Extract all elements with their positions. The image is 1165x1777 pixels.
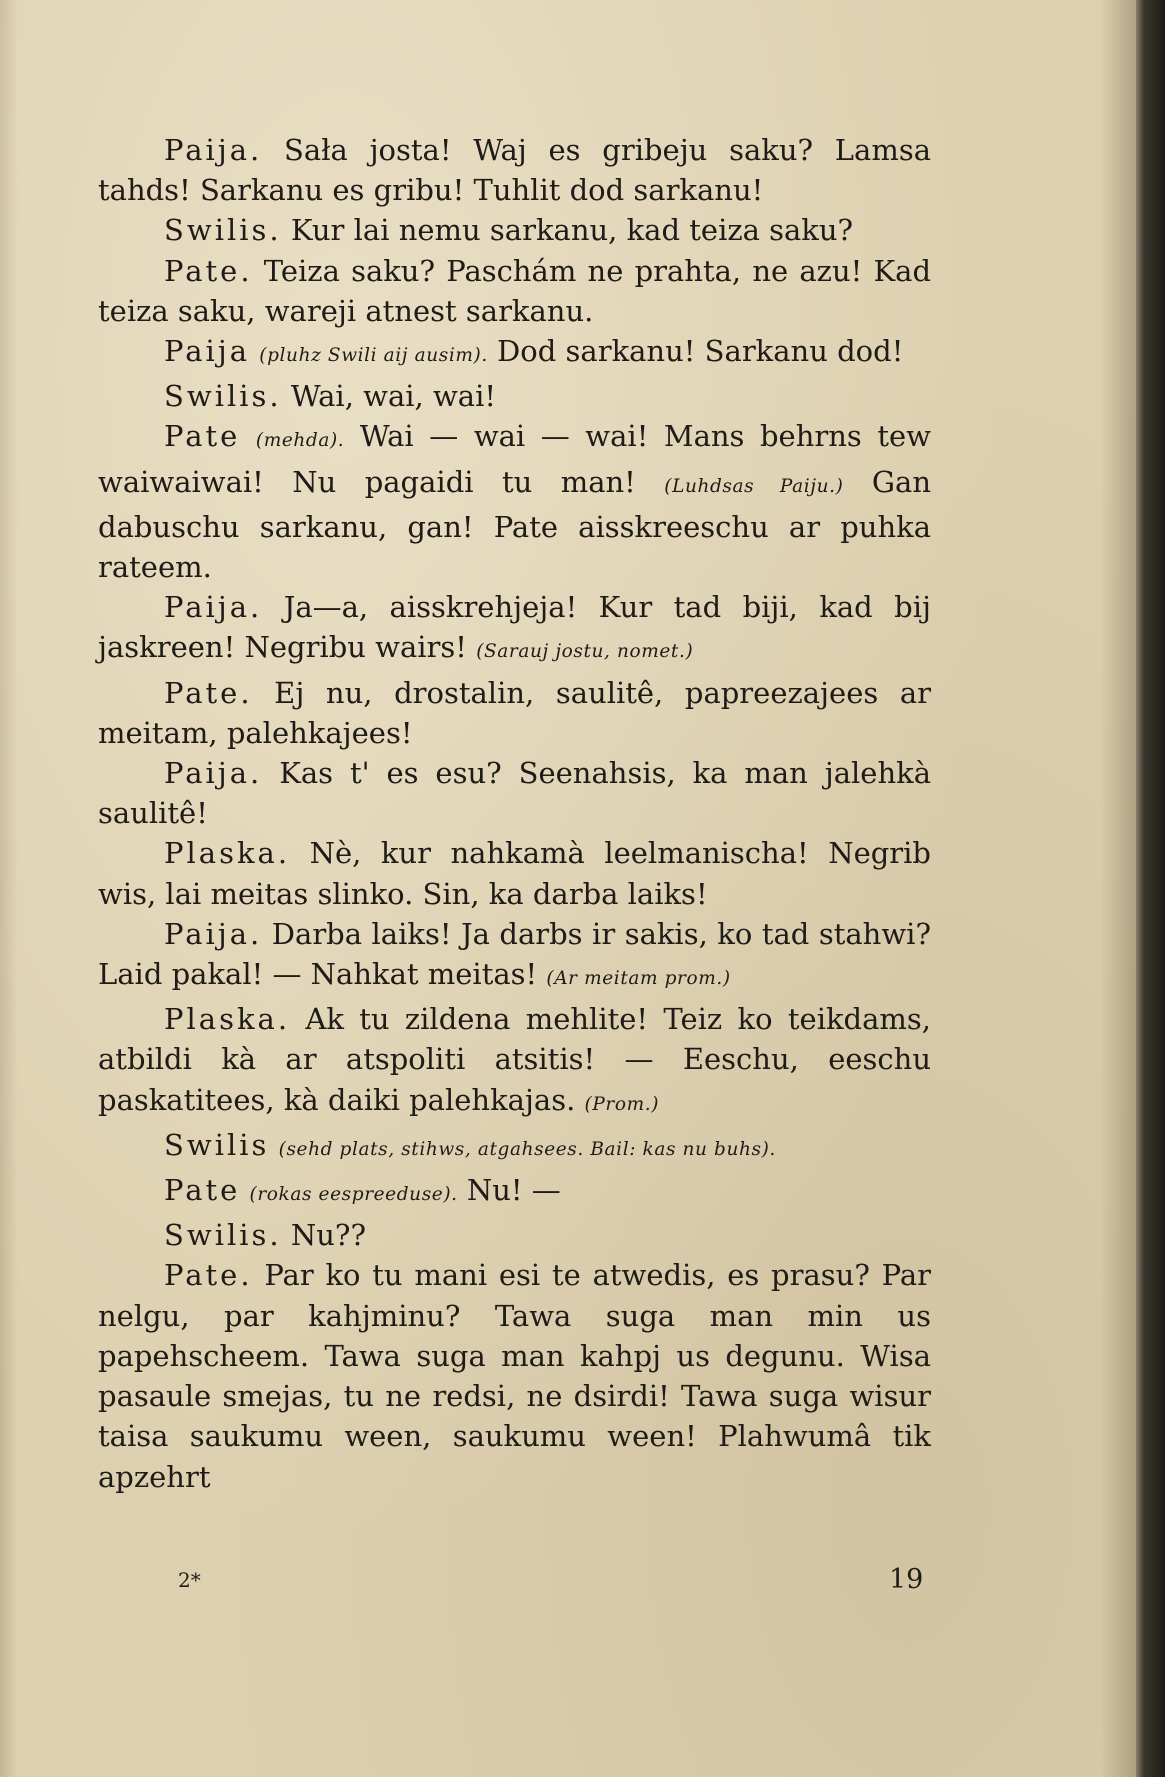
stage-direction: (sehd plats, stihws, atgahsees. Bail: kas nu buhs). — [278, 1138, 776, 1160]
speaker-name: Swilis. — [164, 213, 282, 248]
stage-direction: (Prom.) — [584, 1093, 660, 1115]
page-text — [98, 130, 931, 1497]
speaker-name: Paija. — [164, 133, 263, 167]
dialogue-paragraph — [98, 833, 931, 913]
book-gutter — [1136, 0, 1165, 1777]
speech-text: Wai — wai — wai! Mans behrns tew waiwaiwai! Nu pagaidi tu man! — [98, 419, 932, 499]
stage-direction: (Sarauj jostu, nomet.) — [476, 641, 694, 663]
speech-text: Par ko tu mani esi te atwedis, es prasu? Par nelgu, par kahjminu? Tawa suga man min us papehscheem. Tawa suga man kahpj us degunu. Wisa pasaule smejas, tu ne redsi, ne dsirdi! Tawa suga wisur taisa saukumu ween, saukumu ween! Plahwumâ tik apzehrt — [98, 1258, 931, 1494]
dialogue-paragraph — [98, 210, 931, 250]
speaker-name: Pate. — [164, 253, 253, 288]
speech-text: Nu! — — [466, 1173, 561, 1208]
speech-text: Wai, wai, wai! — [290, 379, 496, 414]
speaker-name: Pate — [164, 419, 241, 454]
speaker-name: Pate. — [164, 1258, 253, 1293]
speech-text: Teiza saku? Paschám ne prahta, ne azu! Kad teiza saku, wareji atnest sarkanu. — [98, 253, 932, 328]
dialogue-paragraph — [98, 1125, 931, 1170]
speaker-name: Swilis — [164, 1127, 270, 1162]
speaker-name: Plaska. — [164, 1002, 291, 1037]
speaker-name: Paija. — [164, 590, 263, 625]
speaker-name: Pate. — [164, 675, 253, 710]
speaker-name: Paija — [164, 334, 251, 369]
dialogue-paragraph — [98, 753, 931, 833]
stage-direction: (Ar meitam prom.) — [546, 968, 731, 990]
stage-direction: (pluhz Swili aij ausim). — [259, 345, 488, 367]
dialogue-paragraph — [98, 999, 931, 1125]
speech-text: Ja—a, aisskrehjeja! Kur tad biji, kad bij jaskreen! Negribu wairs! — [98, 590, 931, 665]
speech-text: Gan dabuschu sarkanu, gan! Pate aisskreeschu ar puhka rateem. — [98, 464, 931, 585]
speaker-name: Paija. — [164, 756, 263, 791]
dialogue-paragraph — [98, 1170, 931, 1215]
speech-text: Nu?? — [290, 1218, 366, 1253]
speaker-name: Swilis. — [164, 379, 282, 414]
dialogue-paragraph — [98, 376, 931, 416]
dialogue-paragraph — [98, 130, 931, 210]
dialogue-paragraph — [98, 251, 931, 331]
page-number: 19 — [889, 1564, 924, 1595]
speaker-name: Plaska. — [164, 836, 291, 871]
dialogue-paragraph — [98, 416, 931, 587]
speaker-name: Paija. — [164, 916, 263, 951]
dialogue-paragraph — [98, 587, 931, 672]
speaker-name: Swilis. — [164, 1218, 282, 1253]
speech-text: Dod sarkanu! Sarkanu dod! — [497, 334, 904, 369]
speech-text: Darba laiks! Ja darbs ir sakis, ko tad stahwi? Laid pakal! — Nahkat meitas! — [98, 916, 931, 992]
speaker-name: Pate — [164, 1173, 241, 1208]
dialogue-paragraph — [98, 1255, 931, 1496]
dialogue-paragraph — [98, 914, 931, 999]
stage-direction: (mehda). — [255, 430, 345, 452]
speech-text: Ak tu zildena mehlite! Teiz ko teikdams, atbildi kà ar atspoliti atsitis! — Eeschu, eeschu paskatitees, kà daiki palehkajas. — [98, 1002, 931, 1117]
speech-text: Kur lai nemu sarkanu, kad teiza saku? — [290, 213, 854, 248]
stage-direction: (rokas eespreeduse). — [249, 1184, 458, 1206]
stage-direction: (Luhdsas Paiju.) — [664, 475, 844, 497]
speech-text: Sała josta! Waj es gribeju saku? Lamsa tahds! Sarkanu es gribu! Tuhlit dod sarkanu! — [98, 133, 931, 208]
dialogue-paragraph — [98, 331, 931, 376]
dialogue-paragraph — [98, 1215, 931, 1255]
signature-mark: 2* — [178, 1568, 201, 1592]
speech-text: Ej nu, drostalin, saulitê, papreezajees ar meitam, palehkajees! — [98, 675, 931, 750]
dialogue-paragraph — [98, 673, 931, 753]
speech-text: Nè, kur nahkamà leelmanischa! Negrib wis, lai meitas slinko. Sin, ka darba laiks! — [98, 836, 932, 911]
speech-text: Kas t' es esu? Seenahsis, ka man jalehkà saulitê! — [98, 756, 932, 831]
